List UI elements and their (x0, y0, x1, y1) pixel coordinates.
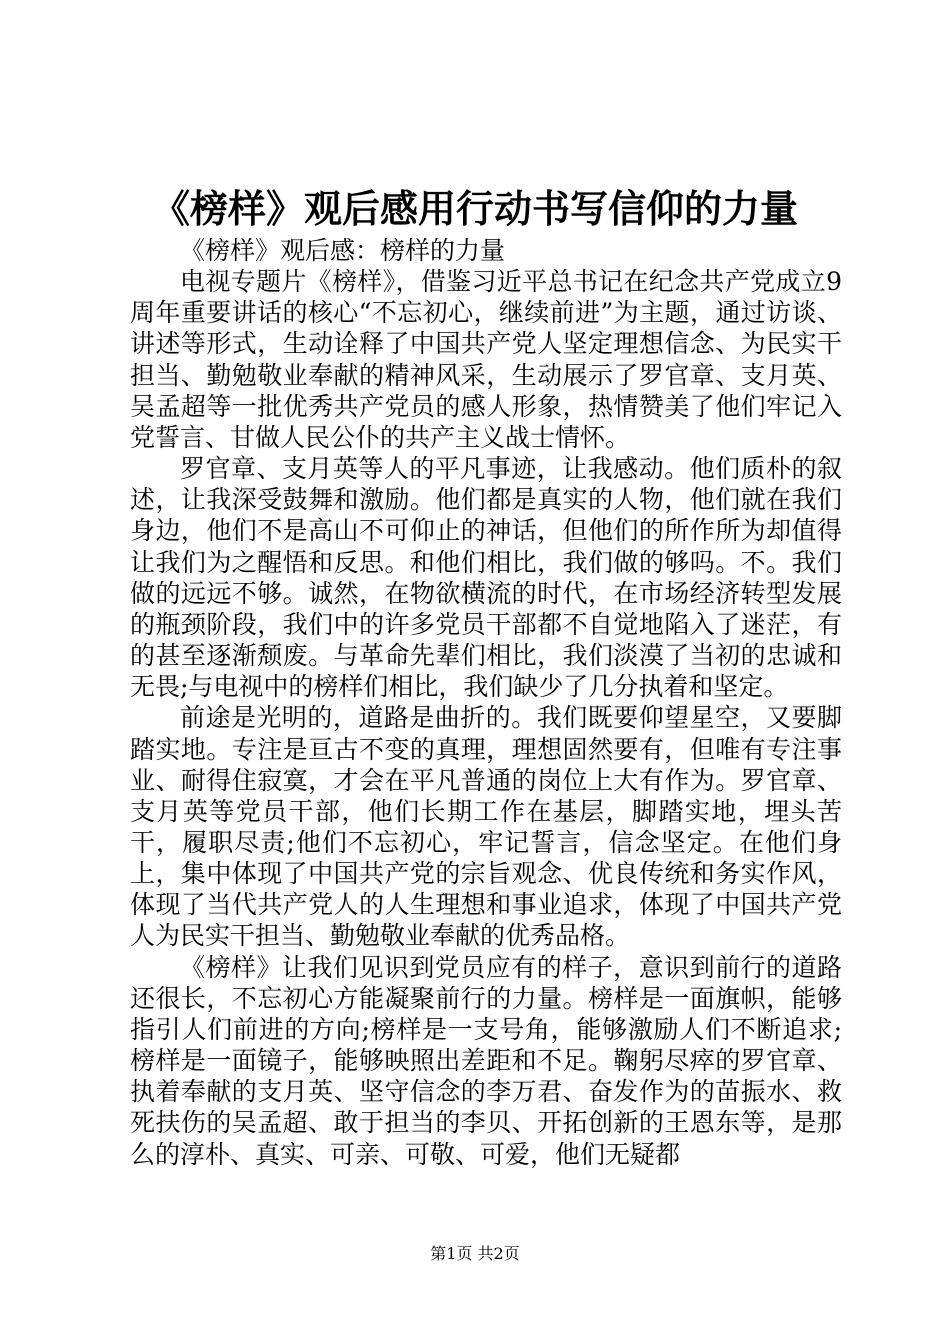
paragraph-reflection: 罗官章、支月英等人的平凡事迹，让我感动。他们质朴的叙述，让我深受鼓舞和激励。他们都是真实的人物，他们就在我们身边，他们不是高山不可仰止的神话，但他们的所作所为却值得让我们为之醒悟和反思。和他们相比，我们做的够吗。不。我们做的远远不够。诚然，在物欲横流的时代，在市场经济转型发展的瓶颈阶段，我们中的许多党员干部都不自觉地陷入了迷茫，有的甚至逐渐颓废。与革命先辈们相比，我们淡漠了当初的忠诚和无畏;与电视中的榜样们相比，我们缺少了几分执着和坚定。 (130, 454, 842, 702)
paragraph-future: 前途是光明的，道路是曲折的。我们既要仰望星空，又要脚踏实地。专注是亘古不变的真理，理想固然要有，但唯有专注事业、耐得住寂寞，才会在平凡普通的岗位上大有作为。罗官章、支月英等党员干部，他们长期工作在基层，脚踏实地，埋头苦干，履职尽责;他们不忘初心，牢记誓言，信念坚定。在他们身上，集中体现了中国共产党的宗旨观念、优良传统和务实作风，体现了当代共产党人的人生理想和事业追求，体现了中国共产党人为民实干担当、勤勉敬业奉献的优秀品格。 (130, 703, 842, 951)
page-footer: 第1页 共2页 (430, 1244, 520, 1263)
paragraph-intro: 电视专题片《榜样》，借鉴习近平总书记在纪念共产党成立9周年重要讲话的核心“不忘初心，继续前进”为主题，通过访谈、讲述等形式，生动诠释了中国共产党人坚定理想信念、为民实干担当、勤勉敬业奉献的精神风采，生动展示了罗官章、支月英、吴孟超等一批优秀共产党员的感人形象，热情赞美了他们牢记入党誓言、甘做人民公仆的共产主义战士情怀。 (130, 267, 842, 452)
paragraph-subtitle: 《榜样》观后感：榜样的力量 (180, 236, 506, 265)
document-body (130, 235, 842, 1170)
paragraph-role-models: 《榜样》让我们见识到党员应有的样子，意识到前行的道路还很长，不忘初心方能凝聚前行的力量。榜样是一面旗帜，能够指引人们前进的方向;榜样是一支号角，能够激励人们不断追求;榜样是一面镜子，能够映照出差距和不足。鞠躬尽瘁的罗官章、执着奉献的支月英、坚守信念的李万君、奋发作为的苗振水、救死扶伤的吴孟超、敢于担当的李贝、开拓创新的王恩东等，是那么的淳朴、真实、可亲、可敬、可爱，他们无疑都 (130, 952, 842, 1169)
page-title: 《榜样》观后感用行动书写信仰的力量 (151, 186, 798, 231)
